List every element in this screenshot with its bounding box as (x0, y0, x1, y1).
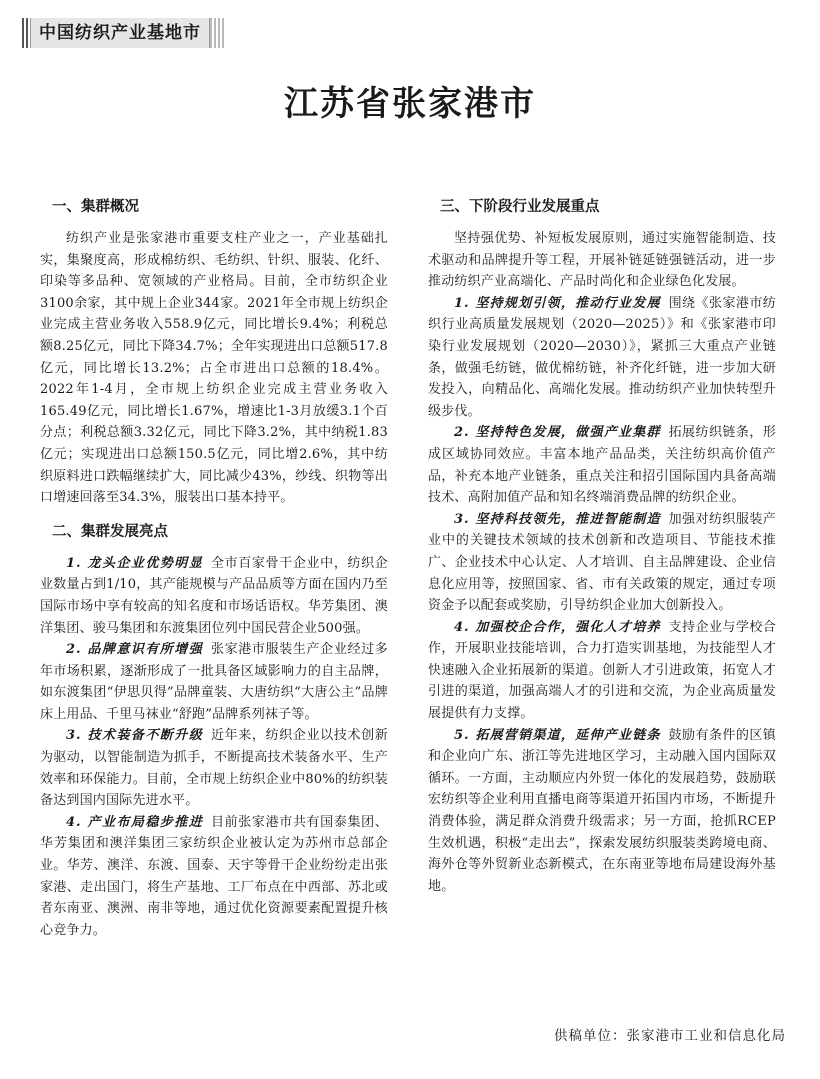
section-3-heading: 三、下阶段行业发展重点 (440, 199, 600, 215)
section-3-intro: 坚持强优势、补短板发展原则，通过实施智能制造、技术驱动和品牌提升等工程，开展补链延链强链活动，进一步推动纺织产业高端化、产品时尚化和企业绿色化发展。 (428, 231, 776, 290)
section-3-item-text: 拓展纺织链条，形成区域协同效应。丰富本地产品品类，关注纺织高价值产品，补充本地产业链条，重点关注和招引国际国内具备高端技术、高附加值产品和知名终端消费品牌的纺织企业。 (428, 425, 776, 506)
section-2-item-title: 2. 品牌意识有所增强 (66, 642, 204, 658)
header-tag-stripes-right (210, 18, 224, 48)
section-3-item (428, 293, 776, 423)
section-2-item-text: 全市百家骨干企业中，纺织企业数量占到1/10，其产能规模与产品品质等方面在国内乃至国际市场中享有较高的知名度和市场话语权。华芳集团、澳洋集团、骏马集团和东渡集团位列中国民营企业500强。 (40, 555, 388, 636)
section-2-item-title: 1. 龙头企业优势明显 (66, 555, 204, 571)
section-2-item-text: 张家港市服装生产企业经过多年市场积累，逐渐形成了一批具备区域影响力的自主品牌，如东渡集团“伊思贝得”品牌童装、大唐纺织“大唐公主”品牌床上用品、千里马袜业“舒跑”品牌系列袜子等。 (40, 642, 388, 722)
section-3-item (428, 509, 776, 617)
section-3-item-text: 鼓励有条件的区镇和企业向广东、浙江等先进地区学习，主动融入国内国际双循环。一方面，主动顺应内外贸一体化的发展趋势，鼓励联宏纺织等企业利用直播电商等渠道开拓国内市场，不断提升消费体验，满足群众消费升级需求；另一方面，抢抓RCEP生效机遇，积极“走出去”，探索发展纺织服装类跨境电商、海外仓等外贸新业态新模式，在东南亚等地布局建设海外基地。 (428, 727, 776, 894)
section-2-item (40, 639, 388, 725)
section-3-item-title: 4. 加强校企合作，强化人才培养 (454, 619, 661, 635)
page-title: 江苏省张家港市 (284, 84, 536, 124)
section-2-item (40, 812, 388, 942)
section-2-item-text: 目前张家港市共有国泰集团、华芳集团和澳洋集团三家纺织企业被认定为苏州市总部企业。华芳、澳洋、东渡、国泰、天宇等骨干企业纷纷走出张家港、走出国门，将生产基地、工厂布点在中西部、苏北或者东南亚、澳洲、南非等地，通过优化资源要素配置提升核心竞争力。 (40, 814, 388, 938)
section-3-item-text: 加强对纺织服装产业中的关键技术领域的技术创新和改造项目、节能技术推广、企业技术中心认定、人才培训、自主品牌建设、企业信息化应用等，按照国家、省、市有关政策的规定，通过专项资金予以配套或奖励，引导纺织企业加大创新投入。 (428, 511, 776, 614)
section-2-item-title: 3. 技术装备不断升级 (66, 728, 204, 744)
section-1-paragraph: 纺织产业是张家港市重要支柱产业之一，产业基础扎实，集聚度高，形成棉纺织、毛纺织、针织、服装、化纤、印染等多品种、宽领域的产业格局。目前，全市纺织企业3100余家，其中规上企业344家。2021年全市规上纺织企业完成主营业务收入558.9亿元，同比增长9.4%；利税总额8.25亿元，同比下降34.7%；全年实现进出口总额517.8亿元，同比增长13.2%；占全市进出口总额的18.4%。2022年1-4月，全市规上纺织企业完成主营业务收入165.49亿元，同比增长1.67%，增速比1-3月放缓3.1个百分点；利税总额3.32亿元，同比下降3.2%，其中纳税1.83亿元；实现进出口总额150.5亿元，同比增2.6%，其中纺织原料进口跌幅继续扩大，同比减少43%，纱线、织物等出口增速回落至34.3%，服装出口基本持平。 (40, 231, 388, 506)
section-1-heading: 一、集群概况 (52, 199, 139, 215)
section-2-item (40, 553, 388, 639)
right-column (428, 196, 776, 897)
section-3-item (428, 725, 776, 898)
header-tag (22, 18, 224, 48)
section-2-item-title: 4. 产业布局稳步推进 (66, 814, 204, 830)
section-3-item-text: 支持企业与学校合作，开展职业技能培训，合力打造实训基地，为技能型人才快速融入企业拓展新的渠道。创新人才引进政策，拓宽人才引进的渠道，加强高端人才的引进和交流，为企业高质量发展提供有力支撑。 (428, 619, 776, 722)
left-column (40, 196, 388, 941)
section-3-item-title: 2. 坚持特色发展，做强产业集群 (454, 425, 661, 441)
section-3-item-title: 3. 坚持科技领先，推进智能制造 (454, 511, 661, 527)
header-tag-label: 中国纺织产业基地市 (30, 18, 210, 48)
source-credit: 供稿单位：张家港市工业和信息化局 (554, 1028, 786, 1044)
header-tag-stripes-left (22, 18, 30, 48)
section-3-item (428, 617, 776, 725)
section-3-item-title: 1. 坚持规划引领，推动行业发展 (454, 295, 661, 311)
section-2-item-text: 近年来，纺织企业以技术创新为驱动，以智能制造为抓手，不断提高技术装备水平、生产效率和环保能力。目前，全市规上纺织企业中80%的纺织装备达到国内国际先进水平。 (40, 728, 388, 809)
section-2-item (40, 725, 388, 811)
section-3-item-text: 围绕《张家港市纺织行业高质量发展规划（2020—2025）》和《张家港市印染行业发展规划（2020—2030）》，紧抓三大重点产业链条，做强毛纺链，做优棉纺链，补齐化纤链，进一步加大研发投入，向精品化、高端化发展。推动纺织产业加快转型升级步伐。 (428, 295, 776, 419)
section-3-item (428, 422, 776, 508)
section-2-heading: 二、集群发展亮点 (52, 523, 168, 540)
section-3-item-title: 5. 拓展营销渠道，延伸产业链条 (454, 727, 661, 743)
